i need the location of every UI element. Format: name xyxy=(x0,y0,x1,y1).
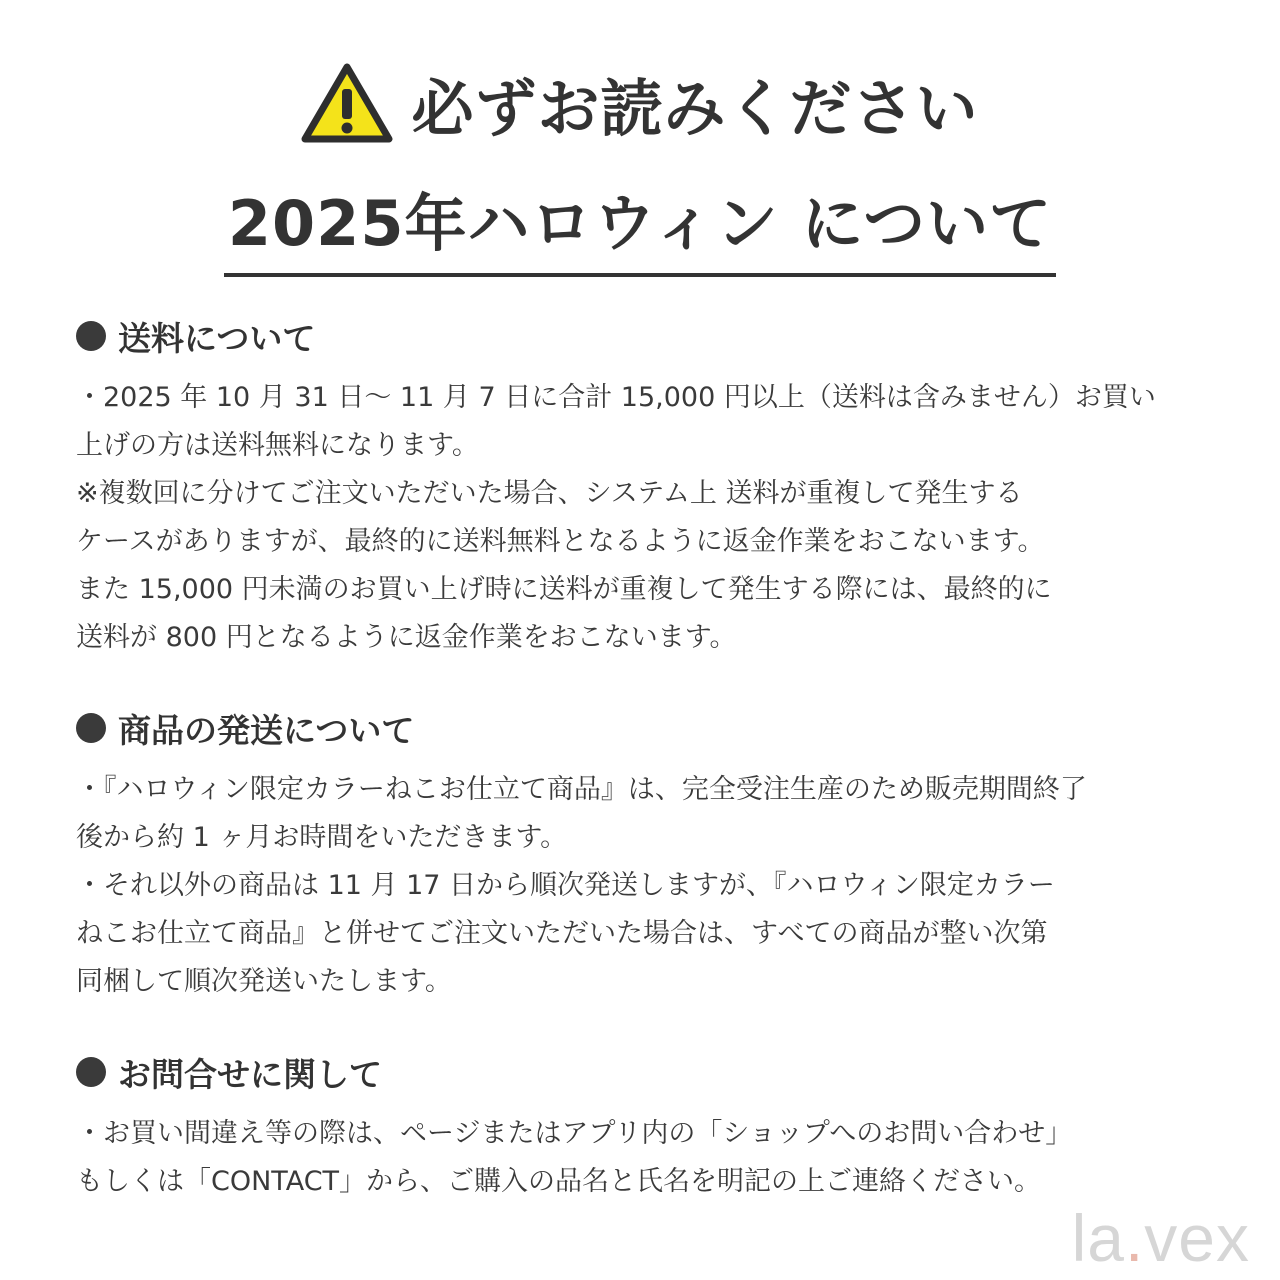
page-header xyxy=(0,58,1280,277)
text-line: 後から約 1 ヶ月お時間をいただきます。 xyxy=(76,822,568,853)
text-line: ・お買い間違え等の際は、ページまたはアプリ内の「ショップへのお問い合わせ」 xyxy=(76,1118,1073,1149)
text-line: 送料が 800 円となるように返金作業をおこないます。 xyxy=(76,622,737,653)
logo-dot: . xyxy=(1124,1201,1145,1275)
warning-triangle-icon xyxy=(301,63,393,143)
brand-logo xyxy=(1072,1200,1250,1276)
section-heading xyxy=(76,702,1216,754)
section-heading-text: 商品の発送について xyxy=(118,710,415,750)
paragraph xyxy=(76,374,1216,470)
text-line: もしくは「CONTACT」から、ご購入の品名と氏名を明記の上ご連絡ください。 xyxy=(76,1166,1042,1197)
text-line: ・2025 年 10 月 31 日〜 11 月 7 日に合計 15,000 円以上（送料は含みません）お買い xyxy=(76,382,1156,413)
section-heading xyxy=(76,310,1216,362)
page-title: 必ずお読みください xyxy=(411,71,979,145)
title-row xyxy=(0,58,1280,148)
section-shipping-fee xyxy=(76,310,1216,662)
bullet-circle-icon xyxy=(76,321,106,351)
section-shipping-schedule xyxy=(76,702,1216,1006)
notice-content xyxy=(76,310,1216,1246)
text-line: また 15,000 円未満のお買い上げ時に送料が重複して発生する際には、最終的に xyxy=(76,574,1052,605)
section-heading-text: お問合せに関して xyxy=(118,1054,382,1094)
paragraph xyxy=(76,470,1216,662)
text-line: ケースがありますが、最終的に送料無料となるように返金作業をおこないます。 xyxy=(76,526,1045,557)
text-line: ※複数回に分けてご注文いただいた場合、システム上 送料が重複して発生する xyxy=(76,478,1023,509)
section-heading-text: 送料について xyxy=(118,318,316,358)
text-line: ・『ハロウィン限定カラーねこお仕立て商品』は、完全受注生産のため販売期間終了 xyxy=(76,774,1087,805)
logo-text: la xyxy=(1071,1201,1125,1275)
logo-text: vex xyxy=(1144,1201,1250,1275)
section-inquiry xyxy=(76,1046,1216,1206)
bullet-circle-icon xyxy=(76,1057,106,1087)
page-subtitle: 2025年ハロウィン について xyxy=(224,174,1056,277)
text-line: 同梱して順次発送いたします。 xyxy=(76,966,452,997)
section-heading xyxy=(76,1046,1216,1098)
text-line: 上げの方は送料無料になります。 xyxy=(76,430,479,461)
bullet-circle-icon xyxy=(76,713,106,743)
paragraph xyxy=(76,862,1216,1006)
paragraph xyxy=(76,766,1216,862)
text-line: ・それ以外の商品は 11 月 17 日から順次発送しますが、『ハロウィン限定カラー xyxy=(76,870,1055,901)
paragraph xyxy=(76,1110,1216,1206)
text-line: ねこお仕立て商品』と併せてご注文いただいた場合は、すべての商品が整い次第 xyxy=(76,918,1048,949)
